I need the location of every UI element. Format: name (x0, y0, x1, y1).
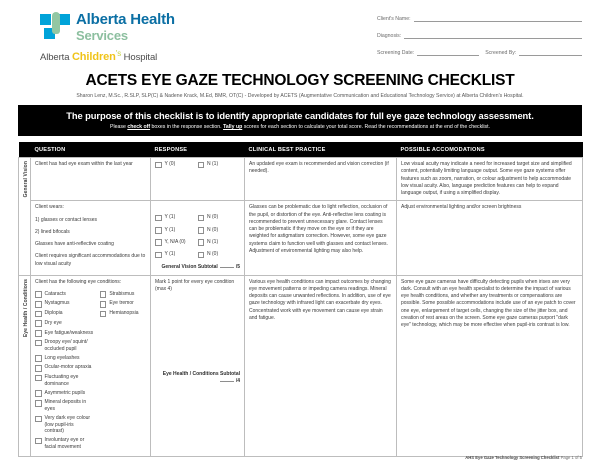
condition-label: Strabismus (109, 290, 135, 297)
possible-accommodations-cell: Low visual acuity may indicate a need for increased target size and simplified content, potentially limiting language output. Some eye gaze systems offer features such as zoom, narration, or colour adjustment to help accommodate low visual acuity. Also, language prediction features can help to expand language output, if using a simplified display. (397, 158, 583, 201)
possible-accommodations-cell: Adjust environmental lighting and/or screen brightness (397, 201, 583, 275)
response-no-label: N (0) (207, 214, 219, 221)
header-spacer (19, 142, 31, 158)
screened-by-label: Screened By: (485, 50, 517, 56)
condition-fluctuating-eye-dominance[interactable] (35, 374, 94, 387)
condition-strabismus[interactable] (100, 291, 146, 298)
response-no-option[interactable] (198, 214, 241, 221)
checkbox-icon[interactable] (35, 416, 42, 423)
subtotal-input[interactable] (220, 381, 234, 382)
checkbox-icon[interactable] (35, 340, 42, 347)
footer-doc-title: AHS Eye Gaze Technology Screening Checklist (465, 455, 560, 460)
condition-label: Diplopia (44, 310, 63, 317)
table-header-row (19, 142, 583, 158)
checkbox-icon[interactable] (198, 162, 205, 169)
checkbox-icon[interactable] (155, 162, 162, 169)
screening-date-input[interactable] (417, 48, 479, 56)
question-item-accommodations: Client requires significant accommodations due to low visual acuity (35, 253, 146, 267)
question-heading: Client wears: (35, 204, 64, 211)
condition-label: Fluctuating eye dominance (44, 374, 79, 387)
purpose-banner (18, 105, 582, 136)
response-row (155, 251, 240, 258)
checkbox-icon[interactable] (35, 291, 42, 298)
brand-block (18, 8, 175, 63)
section-label-text: Eye Health / Conditions (23, 278, 29, 337)
table-row (19, 158, 583, 201)
purpose-statement: The purpose of this checklist is to identify appropriate candidates for full eye gaze technology assessment. (66, 110, 534, 121)
condition-eye-tremor[interactable] (100, 300, 146, 307)
page-header (18, 8, 582, 70)
ahs-wordmark (76, 12, 175, 42)
response-cell (151, 201, 245, 275)
screened-by-input[interactable] (519, 48, 582, 56)
response-no-label: N (0) (207, 226, 219, 233)
checkbox-icon[interactable] (100, 301, 107, 308)
possible-accommodations-cell: Some eye gaze cameras have difficulty detecting pupils when irises are very dark. Consult with an eye health specialist to determine the impact of various eye health conditions, and whether any treatments or compensations are possible. Some possible accommodations include use of an eye patch to cover one eye, enlargement of target cells, changing the size of the jitter box, and creation of rest areas on the screen. Some eye gaze cameras purport "dark eye" technology, which may be more effective when pupil-iris contrast is low. (397, 275, 583, 456)
response-no-option[interactable] (198, 239, 241, 246)
condition-label: Asymmetric pupils (44, 389, 86, 396)
screening-date-label: Screening Date: (377, 50, 415, 56)
response-no-option[interactable] (198, 161, 241, 168)
ach-post: Hospital (121, 52, 158, 64)
condition-asymmetric-pupils[interactable] (35, 390, 94, 397)
condition-label: Eye tremor (109, 300, 134, 307)
checkbox-icon[interactable] (198, 215, 205, 222)
question-item-antireflective: Glasses have anti-reflective coating (35, 241, 114, 247)
purpose-sub-e: scores for each section to calculate your total score. Read the recommendations at the end of the checklist. (242, 124, 490, 130)
section-label-eye-health-conditions (19, 275, 31, 456)
condition-label: Eye fatigue/weakness (44, 329, 94, 336)
condition-label: Nystagmus (44, 300, 70, 307)
condition-ocular-motor-apraxia[interactable] (35, 364, 94, 371)
screening-date-row (377, 48, 582, 56)
condition-label: Droopy eye/ squint/ occluded pupil (44, 339, 88, 352)
checkbox-icon[interactable] (155, 227, 162, 234)
checkbox-icon[interactable] (198, 252, 205, 259)
ahs-logo-line2: Services (76, 28, 128, 43)
eye-health-subtotal (155, 371, 240, 386)
condition-label: Ocular-motor apraxia (44, 364, 92, 371)
condition-label: Dry eye (44, 319, 62, 326)
checkbox-icon[interactable] (35, 375, 42, 382)
checkbox-icon[interactable] (35, 320, 42, 327)
question-item-bifocals: 2) lined bifocals (35, 228, 70, 235)
conditions-column-right (100, 291, 146, 453)
checkbox-icon[interactable] (35, 438, 42, 445)
checkbox-icon[interactable] (198, 227, 205, 234)
clinical-best-practice-cell: An updated eye exam is recommended and vision correction (if needed). (245, 158, 397, 201)
condition-label: Long eyelashes (44, 354, 80, 361)
response-yes-label: Y, N/A (0) (164, 238, 186, 245)
condition-cataracts[interactable] (35, 291, 94, 298)
alberta-health-services-logo (40, 12, 175, 42)
response-yes-option[interactable] (155, 251, 198, 258)
response-no-option[interactable] (198, 227, 241, 234)
header-clinical-best-practice: CLINICAL BEST PRACTICE (245, 142, 397, 158)
page-title: ACETS EYE GAZE TECHNOLOGY SCREENING CHECKLIST (85, 72, 515, 89)
client-name-label: Client's Name: (377, 16, 411, 22)
client-info-fields (377, 8, 582, 65)
diagnosis-label: Diagnosis: (377, 33, 402, 39)
condition-eye-fatigue[interactable] (35, 330, 94, 337)
response-no-label: N (0) (207, 251, 219, 257)
screening-checklist-table (18, 142, 583, 457)
response-yes-label: Y (1) (164, 226, 176, 233)
response-yes-option[interactable] (155, 161, 198, 168)
section-label-general-vision (19, 158, 31, 276)
response-row (155, 239, 240, 246)
checkbox-icon[interactable] (155, 215, 162, 222)
checkbox-icon[interactable] (155, 239, 162, 246)
response-no-label: N (1) (207, 238, 219, 245)
condition-droopy-eye[interactable] (35, 339, 94, 352)
subtotal-label: Eye Health / Conditions Subtotal (162, 371, 240, 377)
response-row (155, 161, 240, 168)
response-row (155, 227, 240, 234)
condition-label: Mineral deposits in eyes (44, 399, 87, 412)
question-cell (31, 158, 151, 201)
client-name-input[interactable] (414, 14, 582, 22)
question-item-glasses: 1) glasses or contact lenses (35, 216, 97, 223)
section-label-text: General Vision (23, 161, 29, 198)
question-heading: Client has the following eye conditions: (35, 278, 122, 285)
checkbox-icon[interactable] (35, 311, 42, 318)
condition-dark-eye-colour[interactable] (35, 415, 94, 435)
client-name-row (377, 14, 582, 22)
condition-hemianopsia[interactable] (100, 310, 146, 317)
response-spacer (155, 204, 240, 209)
response-no-option[interactable] (198, 251, 241, 258)
clinical-best-practice-cell: Glasses can be problematic due to light reflection, occlusion of the pupil, or distortion of the eye. Anti-reflective lens coating is recommended to prevent unnecessary glare. Contact lenses can be problematic if they move on the eye or if they are weighted for astigmatism correction. However, some eye gaze systems claim to function well with glasses and contact lenses. Adjustment of environmental lighting may also help. (245, 201, 397, 275)
response-row (155, 214, 240, 221)
condition-mineral-deposits[interactable] (35, 399, 94, 412)
response-cell (151, 158, 245, 201)
checkbox-icon[interactable] (198, 239, 205, 246)
response-yes-label: Y (0) (164, 161, 176, 167)
header-possible-accommodations: POSSIBLE ACCOMODATIONS (397, 142, 583, 158)
condition-diplopia[interactable] (35, 310, 94, 317)
subtotal-label: General Vision Subtotal (161, 264, 218, 271)
header-question: QUESTION (31, 142, 151, 158)
diagnosis-row (377, 31, 582, 39)
condition-label: Cataracts (44, 290, 66, 297)
ahs-cross-icon (40, 12, 70, 42)
conditions-column-left (35, 291, 94, 453)
response-yes-label: Y (1) (164, 251, 176, 257)
response-cell (151, 275, 245, 456)
checkbox-icon[interactable] (35, 355, 42, 362)
checkbox-icon[interactable] (35, 365, 42, 372)
ach-sup: 's (115, 49, 122, 58)
condition-label: Involuntary eye or facial movement (44, 437, 85, 450)
checkbox-icon[interactable] (100, 291, 107, 298)
condition-long-eyelashes[interactable] (35, 355, 94, 362)
diagnosis-input[interactable] (404, 31, 582, 39)
condition-dry-eye[interactable] (35, 320, 94, 327)
condition-label: Very dark eye colour (low pupil-iris contrast) (44, 415, 91, 435)
page-subtitle: Sharon Lenz, M.Sc., R.SLP, SLP(C) & Nadene Krack, M.Ed, BMR, OT(C) - Developed by ACETS (Augmentative Communication and Educational Technology Service) at Alberta Children's Hospital. (76, 93, 524, 99)
question-cell (31, 275, 151, 456)
subtotal-max: /5 (235, 264, 240, 271)
header-response: RESPONSE (151, 142, 245, 158)
response-yes-label: Y (1) (164, 214, 176, 221)
response-yes-option[interactable] (155, 227, 198, 234)
checkbox-icon[interactable] (35, 390, 42, 397)
purpose-instructions (24, 124, 576, 130)
ach-children: Children (71, 51, 116, 64)
clinical-best-practice-cell: Various eye health conditions can impact outcomes by changing eye movement patterns or impeding camera readings. Mineral deposits can cause unwanted reflections. In addition, use of eye gaze technology with infrared light can exacerbate dry eyes. Concentrated work with eye movement can cause eye strain and fatigue. (245, 275, 397, 456)
check-off-emphasis: check off (127, 124, 151, 130)
condition-nystagmus[interactable] (35, 300, 94, 307)
checkbox-icon[interactable] (35, 400, 42, 407)
ach-pre: Alberta (40, 52, 72, 64)
condition-involuntary-movement[interactable] (35, 437, 94, 450)
response-yes-option[interactable] (155, 214, 198, 221)
alberta-childrens-hospital-logo (40, 49, 175, 63)
table-row (19, 201, 583, 275)
checkbox-icon[interactable] (155, 252, 162, 259)
purpose-sub-c: boxes in the response section. (150, 124, 224, 130)
checkbox-icon[interactable] (100, 311, 107, 318)
ahs-logo-line1: Alberta Health (76, 11, 175, 28)
question-cell (31, 201, 151, 275)
page-footer (465, 455, 582, 460)
subtotal-input[interactable] (220, 267, 234, 268)
question-text: Client has had eye exam within the last year (35, 161, 133, 167)
purpose-sub-a: Please (110, 124, 128, 130)
general-vision-subtotal (155, 264, 240, 271)
condition-label: Hemianopsia (109, 310, 139, 317)
checkbox-icon[interactable] (35, 301, 42, 308)
response-yes-option[interactable] (155, 239, 198, 246)
subtotal-max: /4 (235, 378, 240, 385)
response-no-label: N (1) (207, 161, 219, 167)
response-scoring-note: Mark 1 point for every eye condition (max 4) (155, 278, 235, 292)
tally-up-emphasis: Tally up (223, 124, 243, 130)
checkbox-icon[interactable] (35, 330, 42, 337)
table-row (19, 275, 583, 456)
footer-page-number: Page 1 of 5 (560, 455, 582, 460)
